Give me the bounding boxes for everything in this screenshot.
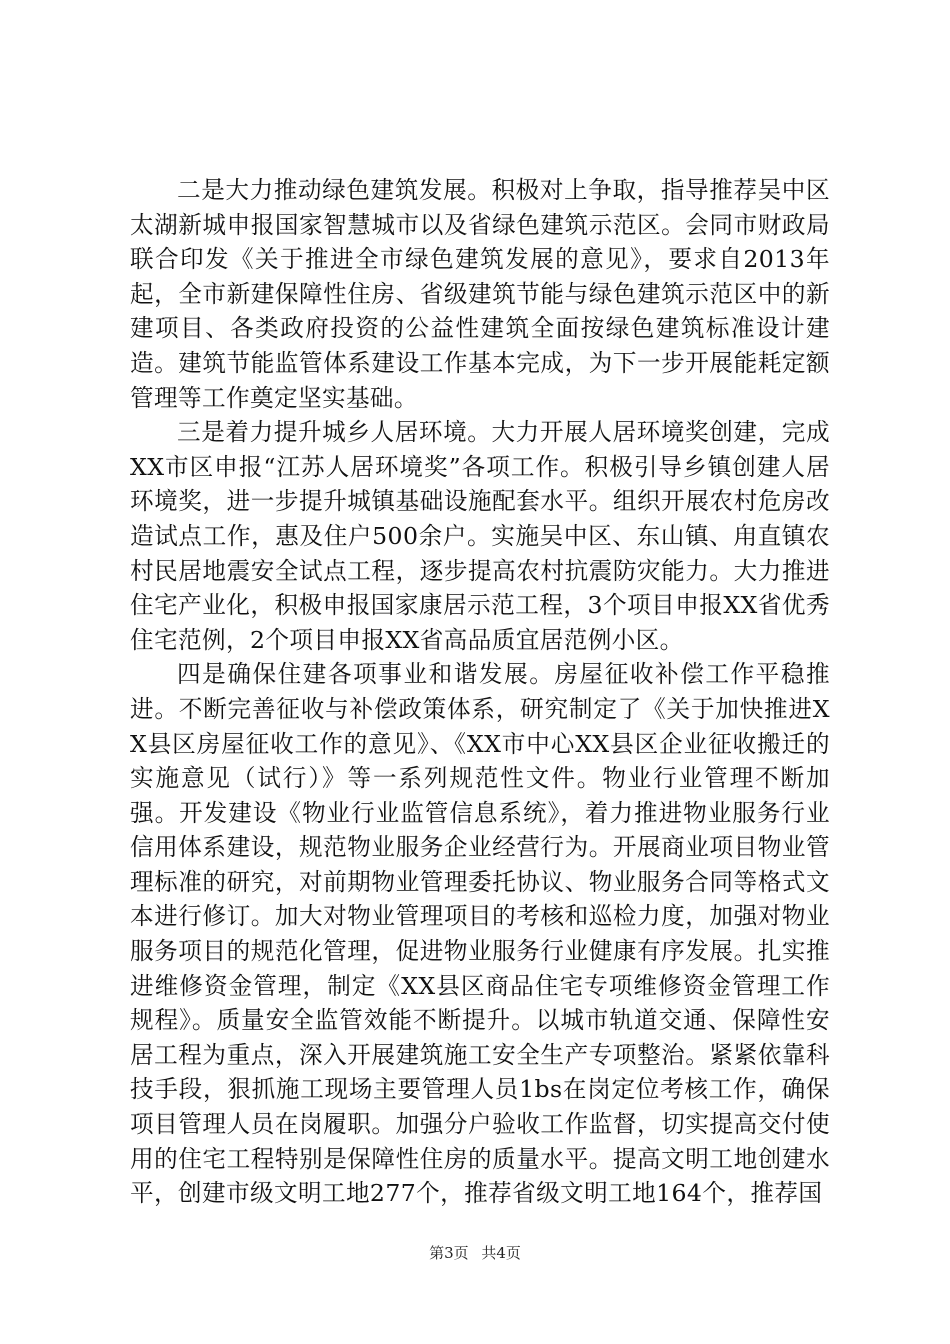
- page-number: 第3页: [429, 1244, 469, 1262]
- paragraph-harmonious-development: 四是确保住建各项事业和谐发展。房屋征收补偿工作平稳推进。不断完善征收与补偿政策体系，研究制定了《关于加快推进XX县区房屋征收工作的意见》、《XX市中心XX县区企业征收搬迁的实施意见（试行）》等一系列规范性文件。物业行业管理不断加强。开发建设《物业行业监管信息系统》，着力推进物业服务行业信用体系建设，规范物业服务企业经营行为。开展商业项目物业管理标准的研究，对前期物业管理委托协议、物业服务合同等格式文本进行修订。加大对物业管理项目的考核和巡检力度，加强对物业服务项目的规范化管理，促进物业服务行业健康有序发展。扎实推进维修资金管理，制定《XX县区商品住宅专项维修资金管理工作规程》。质量安全监管效能不断提升。以城市轨道交通、保障性安居工程为重点，深入开展建筑施工安全生产专项整治。紧紧依靠科技手段，狠抓施工现场主要管理人员1bs在岗定位考核工作，确保项目管理人员在岗履职。加强分户验收工作监督，切实提高交付使用的住宅工程特别是保障性住房的质量水平。提高文明工地创建水平，创建市级文明工地277个，推荐省级文明工地164个，推荐国: [130, 660, 830, 1208]
- paragraph-living-environment: 三是着力提升城乡人居环境。大力开展人居环境奖创建，完成XX市区申报“江苏人居环境奖”各项工作。积极引导乡镇创建人居环境奖，进一步提升城镇基础设施配套水平。组织开展农村危房改造试点工作，惠及住户500余户。实施吴中区、东山镇、甪直镇农村民居地震安全试点工程，逐步提高农村抗震防灾能力。大力推进住宅产业化，积极申报国家康居示范工程，3个项目申报XX省优秀住宅范例，2个项目申报XX省高品质宜居范例小区。: [130, 418, 830, 654]
- paragraph-green-building: 二是大力推动绿色建筑发展。积极对上争取，指导推荐吴中区太湖新城申报国家智慧城市以及省绿色建筑示范区。会同市财政局联合印发《关于推进全市绿色建筑发展的意见》，要求自2013年起，全市新建保障性住房、省级建筑节能与绿色建筑示范区中的新建项目、各类政府投资的公益性建筑全面按绿色建筑标准设计建造。建筑节能监管体系建设工作基本完成，为下一步开展能耗定额管理等工作奠定坚实基础。: [130, 176, 830, 412]
- page-footer: [0, 1243, 950, 1263]
- document-body: [130, 173, 830, 1211]
- page-total: 共4页: [481, 1244, 521, 1262]
